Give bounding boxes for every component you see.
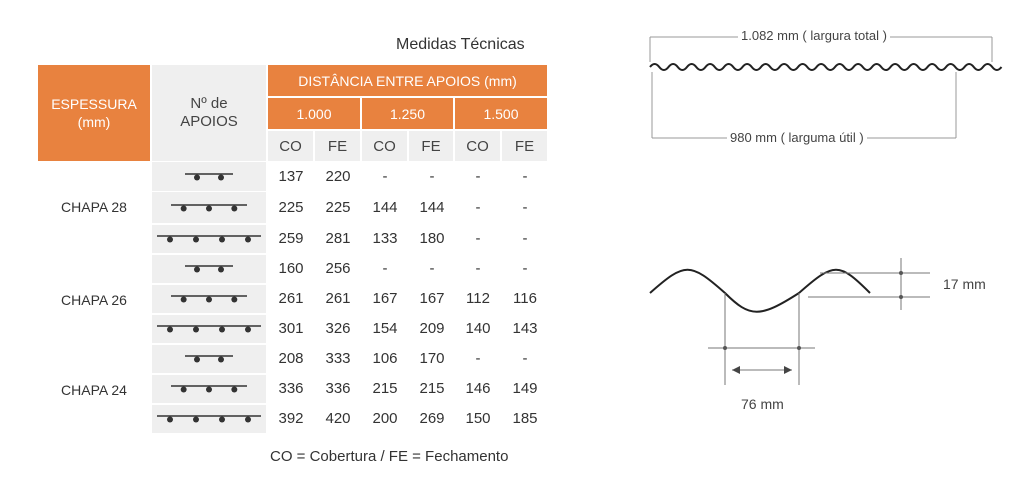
table-cell: 259 [278, 230, 304, 247]
table-cell: 225 [325, 199, 351, 216]
header-apoios-line2: APOIOS [180, 113, 238, 130]
height-label: 17 mm [940, 276, 989, 292]
table-cell: 167 [419, 290, 445, 307]
table-cell: 144 [419, 199, 445, 216]
header-espessura-line2: (mm) [77, 114, 111, 130]
table-cell: 140 [465, 320, 491, 337]
total-width-label: 1.082 mm ( largura total ) [738, 28, 890, 43]
pitch-label: 76 mm [738, 396, 787, 412]
table-cell: 154 [372, 320, 398, 337]
header-distancia: DISTÂNCIA ENTRE APOIOS (mm) [268, 65, 547, 96]
table-cell: - [522, 199, 528, 216]
table-cell: 336 [325, 380, 351, 397]
table-cell: - [475, 230, 481, 247]
table-cell: 209 [419, 320, 445, 337]
table-cell: - [522, 260, 528, 277]
table-cell: 333 [325, 350, 351, 367]
table-cell: 200 [372, 410, 398, 427]
table-cell: 281 [325, 230, 351, 247]
table-cell: - [522, 230, 528, 247]
col-header-fe-3: FE [502, 131, 547, 161]
table-cell: - [475, 260, 481, 277]
table-cell: 215 [419, 380, 445, 397]
table-cell: 106 [372, 350, 398, 367]
table-cell: 170 [419, 350, 445, 367]
table-cell: 150 [465, 410, 491, 427]
section-profile-diagram [650, 258, 930, 385]
header-span-1500: 1.500 [455, 98, 547, 129]
table-cell: 208 [278, 350, 304, 367]
table-cell: 167 [372, 290, 398, 307]
table-cell: - [475, 199, 481, 216]
col-header-fe-2: FE [409, 131, 453, 161]
header-apoios-line1: Nº de [190, 95, 228, 112]
table-cell: 225 [278, 199, 304, 216]
table-cell: 160 [278, 260, 304, 277]
col-header-co-3: CO [455, 131, 500, 161]
table-cell: 256 [325, 260, 351, 277]
table-cell: 137 [278, 168, 304, 185]
header-span-1000: 1.000 [268, 98, 360, 129]
table-cell: 261 [278, 290, 304, 307]
table-cell: - [475, 168, 481, 185]
col-header-co-2: CO [362, 131, 407, 161]
col-header-fe-1: FE [315, 131, 360, 161]
table-cell: - [429, 260, 435, 277]
corrugated-profile-top [650, 64, 1002, 70]
group-label-chapa-28: CHAPA 28 [61, 199, 127, 215]
useful-width-label: 980 mm ( larguma útil ) [727, 130, 867, 145]
table-cell: - [382, 260, 388, 277]
table-cell: 392 [278, 410, 304, 427]
table-cell: 420 [325, 410, 351, 427]
table-cell: 112 [466, 290, 490, 307]
table-cell: 146 [465, 380, 491, 397]
legend-text: CO = Cobertura / FE = Fechamento [270, 448, 509, 465]
table-cell: 261 [325, 290, 351, 307]
table-cell: 180 [419, 230, 445, 247]
group-label-chapa-24: CHAPA 24 [61, 382, 127, 398]
table-title: Medidas Técnicas [396, 36, 525, 53]
header-espessura-line1: ESPESSURA [51, 96, 137, 112]
table-cell: 185 [512, 410, 538, 427]
table-cell: - [382, 168, 388, 185]
table-cell: - [522, 168, 528, 185]
table-cell: 116 [513, 290, 537, 307]
table-cell: 220 [325, 168, 351, 185]
table-cell: - [429, 168, 435, 185]
table-cell: 336 [278, 380, 304, 397]
col-header-co-1: CO [268, 131, 313, 161]
table-cell: 301 [278, 320, 304, 337]
table-cell: 144 [372, 199, 398, 216]
table-cell: 326 [325, 320, 351, 337]
table-cell: 143 [512, 320, 538, 337]
top-profile-diagram [650, 37, 1002, 138]
header-span-1250: 1.250 [362, 98, 453, 129]
table-cell: 133 [372, 230, 398, 247]
table-cell: 269 [419, 410, 445, 427]
corrugated-profile-section [650, 270, 870, 312]
table-cell: 149 [512, 380, 538, 397]
table-cell: - [475, 350, 481, 367]
group-label-chapa-26: CHAPA 26 [61, 292, 127, 308]
table-cell: 215 [372, 380, 398, 397]
table-cell: - [522, 350, 528, 367]
